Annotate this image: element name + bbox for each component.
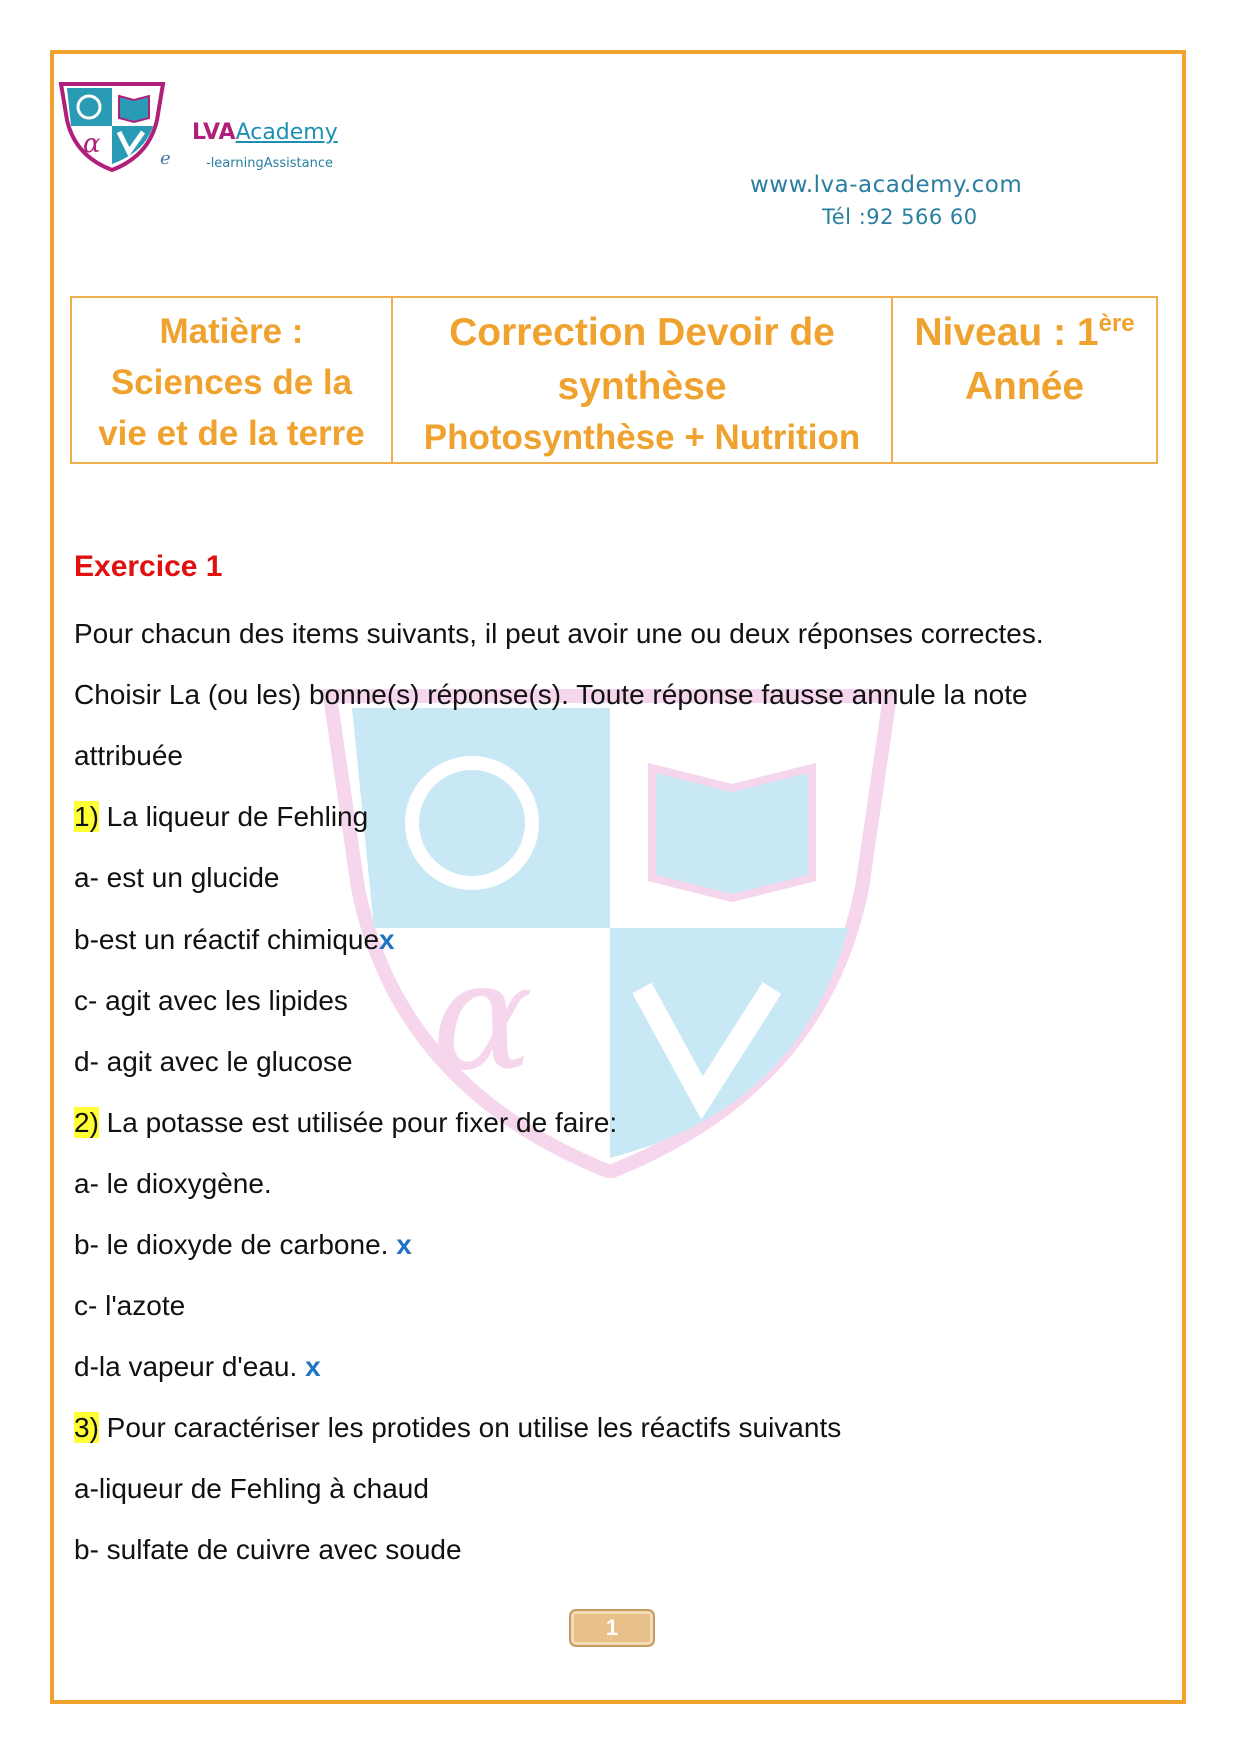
intro-line1: Pour chacun des items suivants, il peut avoir une ou deux réponses correctes. [74,618,1044,649]
option-text: b- sulfate de cuivre avec soude [74,1534,462,1565]
option-text: b- le dioxyde de carbone. [74,1229,397,1260]
brand-e-letter: e [160,148,171,169]
subject-cell [72,298,393,462]
option-2a [74,1168,272,1200]
title-line2: synthèse [557,365,727,408]
lva-academy-logo [57,80,167,172]
phone-number: Tél :92 566 60 [822,205,978,229]
option-text: a-liqueur de Fehling à chaud [74,1473,429,1504]
exercise-title: Exercice 1 [74,550,223,583]
header-table [70,296,1158,464]
subject-line1: Sciences de la [110,363,353,402]
question-text: La potasse est utilisée pour fixer de faire: [98,1107,618,1138]
brand-name[interactable] [192,120,338,145]
option-text: c- agit avec les lipides [74,985,348,1016]
answer-mark: x [379,924,395,955]
question-2 [74,1107,617,1139]
option-1a [74,862,279,894]
option-2d [74,1351,321,1383]
question-number: 1) [74,801,99,832]
level-label: Niveau : 1 [914,311,1099,354]
option-text: c- l'azote [74,1290,186,1321]
question-1 [74,801,368,833]
answer-mark: x [305,1351,321,1382]
option-2b [74,1229,412,1261]
svg-text:α: α [432,930,534,1104]
brand-academy: Academy [235,120,338,145]
option-2c [74,1290,185,1322]
option-text: d- agit avec le glucose [74,1046,353,1077]
intro-line2: Choisir La (ou les) bonne(s) réponse(s). Toute réponse fausse annule la note [74,679,1028,710]
option-1c [74,985,348,1017]
option-text: a- le dioxygène. [74,1168,272,1199]
question-3 [74,1412,841,1444]
title-cell [393,298,893,462]
option-3b [74,1534,462,1566]
level-line2: Année [964,365,1085,408]
option-text: d-la vapeur d'eau. [74,1351,306,1382]
question-text: Pour caractériser les protides on utilise les réactifs suivants [98,1412,842,1443]
watermark-logo [322,688,898,1178]
option-1d [74,1046,353,1078]
title-line3: Photosynthèse + Nutrition [423,418,861,457]
level-cell [893,298,1156,462]
subject-line2: vie et de la terre [98,414,365,453]
title-line1: Correction Devoir de [449,311,835,354]
subject-label: Matière : [159,312,304,351]
option-3a [74,1473,429,1505]
answer-mark: x [396,1229,412,1260]
page-number: 1 [569,1609,655,1647]
brand-lva: LVA [192,120,236,145]
level-sup: ère [1098,310,1135,337]
brand-tagline: -learningAssistance [206,156,333,171]
question-number: 3) [74,1412,99,1443]
question-number: 2) [74,1107,99,1138]
option-text: a- est un glucide [74,862,280,893]
option-text: b-est un réactif chimique [74,924,380,955]
svg-text:α: α [83,129,101,159]
website-link[interactable]: www.lva-academy.com [750,172,1023,198]
question-text: La liqueur de Fehling [98,801,369,832]
option-1b [74,924,395,956]
intro-line3: attribuée [74,740,183,771]
